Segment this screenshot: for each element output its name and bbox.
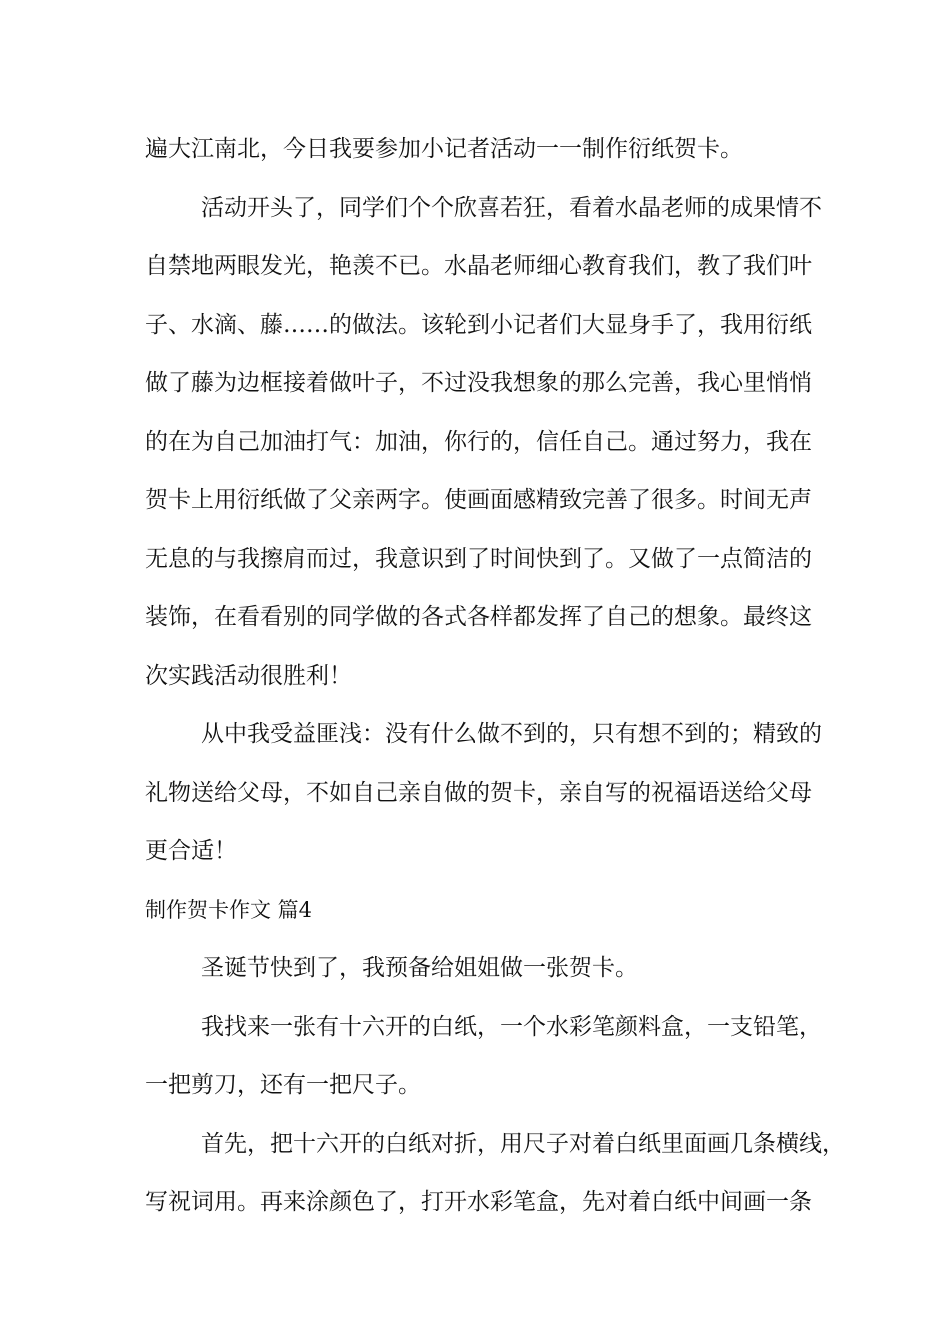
text-line: 从中我受益匪浅：没有什么做不到的，只有想不到的；精致的 bbox=[201, 721, 822, 747]
section-heading: 制作贺卡作文 篇4 bbox=[145, 897, 313, 922]
text-line: 装饰，在看看别的同学做的各式各样都发挥了自己的想象。最终这 bbox=[145, 604, 812, 630]
text-line: 的在为自己加油打气：加油，你行的，信任自己。通过努力，我在 bbox=[145, 428, 812, 455]
text-line: 贺卡上用衍纸做了父亲两字。使画面感精致完善了很多。时间无声 bbox=[145, 487, 812, 513]
text-line: 写祝词用。再来涂颜色了，打开水彩笔盒，先对着白纸中间画一条 bbox=[145, 1189, 812, 1215]
text-line: 自禁地两眼发光，艳羡不已。水晶老师细心教育我们，教了我们叶 bbox=[145, 253, 812, 279]
text-line: 次实践活动很胜利！ bbox=[145, 662, 352, 689]
essay-body bbox=[145, 128, 845, 1240]
text-line: 子、水滴、藤……的做法。该轮到小记者们大显身手了，我用衍纸 bbox=[145, 311, 812, 338]
text-line: 礼物送给父母，不如自己亲自做的贺卡，亲自写的祝福语送给父母 bbox=[145, 779, 812, 806]
text-line: 遍大江南北，今日我要参加小记者活动一一制作衍纸贺卡。 bbox=[145, 136, 743, 162]
text-line: 活动开头了，同学们个个欣喜若狂，看着水晶老师的成果情不 bbox=[201, 194, 822, 221]
text-line: 圣诞节快到了，我预备给姐姐做一张贺卡。 bbox=[201, 955, 638, 981]
text-line: 我找来一张有十六开的白纸，一个水彩笔颜料盒，一支铅笔， bbox=[201, 1013, 822, 1040]
text-line: 一把剪刀，还有一把尺子。 bbox=[145, 1072, 421, 1098]
text-line: 更合适！ bbox=[145, 838, 237, 864]
text-line: 做了藤为边框接着做叶子，不过没我想象的那么完善，我心里悄悄 bbox=[145, 370, 812, 396]
text-line: 无息的与我擦肩而过，我意识到了时间快到了。又做了一点简洁的 bbox=[145, 545, 812, 572]
text-line: 首先，把十六开的白纸对折，用尺子对着白纸里面画几条横线， bbox=[201, 1130, 845, 1157]
